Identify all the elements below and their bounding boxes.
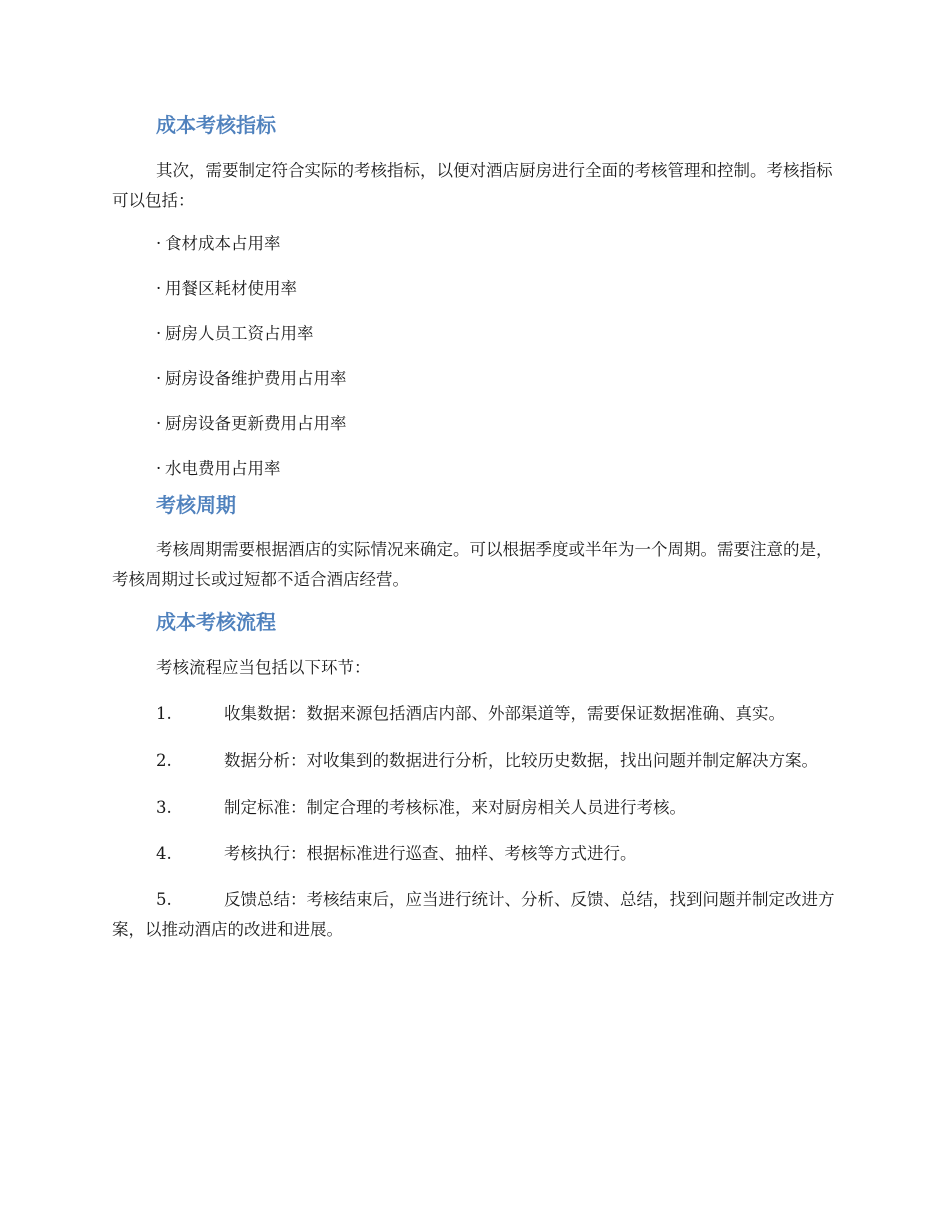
list-item (112, 793, 842, 823)
list-item: · 厨房设备维护费用占用率 (156, 364, 842, 394)
list-item: · 用餐区耗材使用率 (156, 274, 842, 304)
bullet-icon: · (156, 459, 162, 478)
indicators-intro: 其次，需要制定符合实际的考核指标，以便对酒店厨房进行全面的考核管理和控制。考核指标可以包括： (112, 161, 833, 210)
step-number: 1. (156, 704, 172, 723)
list-item: · 水电费用占用率 (156, 454, 842, 484)
bullet-icon: · (156, 234, 162, 253)
step-text: 反馈总结：考核结束后，应当进行统计、分析、反馈、总结，找到问题并制定改进方案，以推动酒店的改进和进展。 (112, 890, 835, 939)
step-number: 4. (156, 844, 172, 863)
list-item: · 厨房人员工资占用率 (156, 319, 842, 349)
list-item (112, 746, 842, 776)
process-steps (112, 699, 842, 945)
step-text: 考核执行：根据标准进行巡查、抽样、考核等方式进行。 (224, 844, 637, 863)
list-item (112, 885, 842, 945)
step-number: 5. (156, 890, 172, 909)
step-number: 3. (156, 798, 172, 817)
process-intro: 考核流程应当包括以下环节： (156, 658, 371, 677)
section-heading-process: 成本考核流程 (156, 610, 276, 634)
step-text: 制定标准：制定合理的考核标准，来对厨房相关人员进行考核。 (224, 798, 686, 817)
step-text: 收集数据：数据来源包括酒店内部、外部渠道等，需要保证数据准确、真实。 (224, 704, 785, 723)
list-item (112, 839, 842, 869)
list-item: · 厨房设备更新费用占用率 (156, 409, 842, 439)
bullet-icon: · (156, 369, 162, 388)
bullet-icon: · (156, 324, 162, 343)
bullet-icon: · (156, 279, 162, 298)
bullet-icon: · (156, 414, 162, 433)
list-item (112, 699, 842, 729)
section-heading-indicators: 成本考核指标 (156, 113, 276, 137)
step-number: 2. (156, 751, 172, 770)
list-item: · 食材成本占用率 (156, 229, 842, 259)
section-heading-period: 考核周期 (156, 493, 236, 517)
step-text: 数据分析：对收集到的数据进行分析，比较历史数据，找出问题并制定解决方案。 (224, 751, 818, 770)
document-content (112, 108, 842, 945)
period-body: 考核周期需要根据酒店的实际情况来确定。可以根据季度或半年为一个周期。需要注意的是，考核周期过长或过短都不适合酒店经营。 (112, 540, 833, 589)
indicator-list (112, 229, 842, 484)
